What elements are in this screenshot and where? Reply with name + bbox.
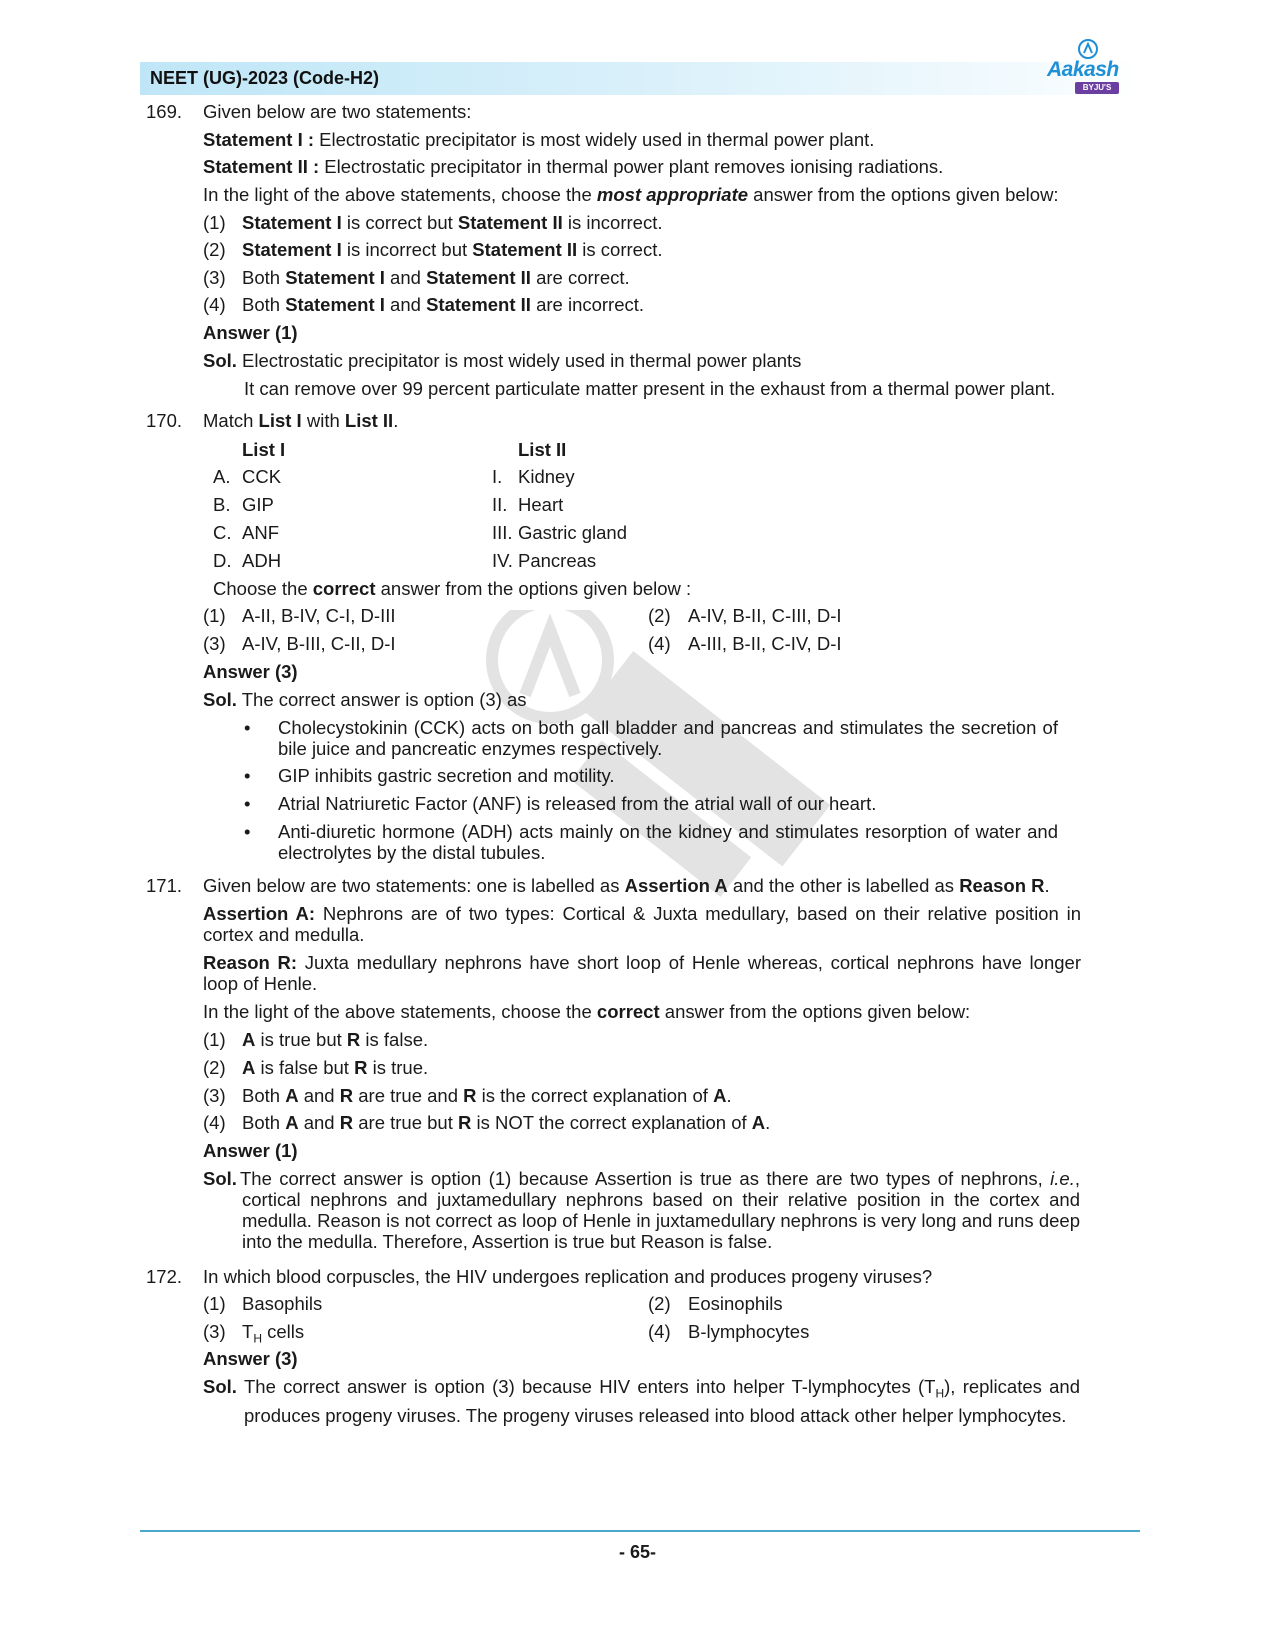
bullet-marker: • xyxy=(244,765,251,786)
q169-option-2: (2) xyxy=(203,239,226,260)
q170-option-1-text: A-II, B-IV, C-I, D-III xyxy=(242,605,396,626)
q169-option-1-text: Statement I is correct but Statement II is incorrect. xyxy=(242,212,663,233)
q172-stem: In which blood corpuscles, the HIV undergoes replication and produces progeny viruses? xyxy=(203,1266,933,1287)
q171-option-3-text: Both A and R are true and R is the correct explanation of A. xyxy=(242,1085,732,1106)
logo-wordmark: Aakash xyxy=(1047,58,1119,81)
q171-option-1-number: (1) xyxy=(203,1029,226,1050)
q170-choose-instruction: Choose the correct answer from the options given below : xyxy=(213,578,692,599)
q170-stem: Match List I with List II. xyxy=(203,410,399,431)
list-2-value-ii: Heart xyxy=(518,494,564,515)
q169-statement-1: Statement I : Electrostatic precipitator is most widely used in thermal power plant. xyxy=(203,129,875,150)
page-header-title: NEET (UG)-2023 (Code-H2) xyxy=(150,68,380,88)
q171-answer: Answer (1) xyxy=(203,1140,298,1161)
list-2-key-ii: II. xyxy=(492,494,508,515)
q172-option-1-text: Basophils xyxy=(242,1293,323,1314)
q170-answer: Answer (3) xyxy=(203,661,298,682)
q170-option-2-number: (2) xyxy=(648,605,671,626)
list-2-value-i: Kidney xyxy=(518,466,575,487)
q169-stem: Given below are two statements: xyxy=(203,101,472,122)
aakash-emblem-icon xyxy=(1077,38,1099,60)
q169-option-1: (1) xyxy=(203,212,226,233)
q171-reason: Reason R: Juxta medullary nephrons have short loop of Henle whereas, cortical nephrons have longer loop of Henle. xyxy=(203,952,1081,994)
q170-bullet-cck: Cholecystokinin (CCK) acts on both gall bladder and pancreas and stimulates the secretion of bile juice and pancreatic enzymes respectively. xyxy=(278,717,1058,759)
q169-option-2-text: Statement I is incorrect but Statement II is correct. xyxy=(242,239,663,260)
q169-instruction: In the light of the above statements, choose the most appropriate answer from the options given below: xyxy=(203,184,1059,205)
list-1-value-c: ANF xyxy=(242,522,279,543)
bullet-marker: • xyxy=(244,821,251,842)
list-2-key-i: I. xyxy=(492,466,503,487)
list-2-value-iv: Pancreas xyxy=(518,550,597,571)
q172-answer: Answer (3) xyxy=(203,1348,298,1369)
q170-bullet-anf: Atrial Natriuretic Factor (ANF) is released from the atrial wall of our heart. xyxy=(278,793,877,814)
q169-statement-2: Statement II : Electrostatic precipitator in thermal power plant removes ionising radiations. xyxy=(203,156,944,177)
q172-option-4-text: B-lymphocytes xyxy=(688,1321,810,1342)
q169-option-3-text: Both Statement I and Statement II are correct. xyxy=(242,267,630,288)
q171-assertion: Assertion A: Nephrons are of two types: Cortical & Juxta medullary, based on their relative position in cortex and medulla. xyxy=(203,903,1081,945)
q169-option-3: (3) xyxy=(203,267,226,288)
bullet-marker: • xyxy=(244,717,251,738)
list-1-value-d: ADH xyxy=(242,550,282,571)
q172-option-1-number: (1) xyxy=(203,1293,226,1314)
q172-number: 172. xyxy=(146,1266,183,1287)
q171-option-2-number: (2) xyxy=(203,1057,226,1078)
list-1-key-a: A. xyxy=(213,466,231,487)
header-band xyxy=(140,62,1140,95)
q169-answer: Answer (1) xyxy=(203,322,298,343)
list-1-key-c: C. xyxy=(213,522,232,543)
q171-number: 171. xyxy=(146,875,183,896)
q170-number: 170. xyxy=(146,410,183,431)
q171-sol-label: Sol. xyxy=(203,1168,237,1189)
q172-option-3-number: (3) xyxy=(203,1321,226,1342)
list-2-key-iii: III. xyxy=(492,522,513,543)
q170-solution: Sol. The correct answer is option (3) as xyxy=(203,689,527,710)
q171-option-1-text: A is true but R is false. xyxy=(242,1029,429,1050)
list-1-key-b: B. xyxy=(213,494,231,515)
list-1-heading: List I xyxy=(242,439,286,460)
q172-option-4-number: (4) xyxy=(648,1321,671,1342)
q170-option-2-text: A-IV, B-II, C-III, D-I xyxy=(688,605,842,626)
q170-option-3-number: (3) xyxy=(203,633,226,654)
footer-divider xyxy=(140,1530,1140,1532)
q170-bullet-adh: Anti-diuretic hormone (ADH) acts mainly on the kidney and stimulates resorption of water and electrolytes by the distal tubules. xyxy=(278,821,1058,863)
q169-solution-line-1: Sol. Electrostatic precipitator is most widely used in thermal power plants xyxy=(203,350,802,371)
q172-option-2-text: Eosinophils xyxy=(688,1293,783,1314)
list-1-value-a: CCK xyxy=(242,466,282,487)
q171-option-3-number: (3) xyxy=(203,1085,226,1106)
q171-stem: Given below are two statements: one is labelled as Assertion A and the other is labelled as Reason R. xyxy=(203,875,1050,896)
q170-option-4-number: (4) xyxy=(648,633,671,654)
q172-option-3-text: $T_H$ cells xyxy=(242,1321,305,1346)
list-1-key-d: D. xyxy=(213,550,232,571)
q169-option-4: (4) xyxy=(203,294,226,315)
aakash-logo xyxy=(1045,38,1133,96)
list-1-value-b: GIP xyxy=(242,494,274,515)
q170-option-3-text: A-IV, B-III, C-II, D-I xyxy=(242,633,396,654)
list-2-heading: List II xyxy=(518,439,567,460)
q172-sol-label: Sol. xyxy=(203,1376,237,1397)
q171-option-2-text: A is false but R is true. xyxy=(242,1057,429,1078)
q170-option-1-number: (1) xyxy=(203,605,226,626)
aakash-watermark-icon xyxy=(480,610,860,910)
bullet-marker: • xyxy=(244,793,251,814)
q171-instruction: In the light of the above statements, choose the correct answer from the options given below: xyxy=(203,1001,971,1022)
q169-option-4-text: Both Statement I and Statement II are incorrect. xyxy=(242,294,645,315)
q172-solution: The correct answer is option (3) because HIV enters into helper T-lymphocytes $(T_H)$, replicates and produces progeny viruses. The progeny viruses released into blood attack other helper lymphocytes. xyxy=(244,1376,1080,1426)
page-number: - 65- xyxy=(618,1542,656,1562)
q171-option-4-number: (4) xyxy=(203,1112,226,1133)
q170-option-4-text: A-III, B-II, C-IV, D-I xyxy=(688,633,842,654)
q170-bullet-gip: GIP inhibits gastric secretion and motility. xyxy=(278,765,615,786)
q169-number: 169. xyxy=(146,101,183,122)
list-2-value-iii: Gastric gland xyxy=(518,522,627,543)
q171-option-4-text: Both A and R are true but R is NOT the correct explanation of A. xyxy=(242,1112,771,1133)
q171-solution: The correct answer is option (1) because Assertion is true as there are two types of nephrons, i.e., cortical nephrons and juxtamedullary nephrons based on their relative position in the cortex and medulla. Reason is not correct as loop of Henle in juxtamedullary nephrons is very long and runs deep into the medulla. Therefore, Assertion is true but Reason is false. xyxy=(240,1168,1080,1252)
q172-option-2-number: (2) xyxy=(648,1293,671,1314)
logo-badge: BYJU'S xyxy=(1075,82,1119,94)
list-2-key-iv: IV. xyxy=(492,550,513,571)
q169-solution-line-2: It can remove over 99 percent particulate matter present in the exhaust from a thermal power plant. xyxy=(244,378,1056,399)
